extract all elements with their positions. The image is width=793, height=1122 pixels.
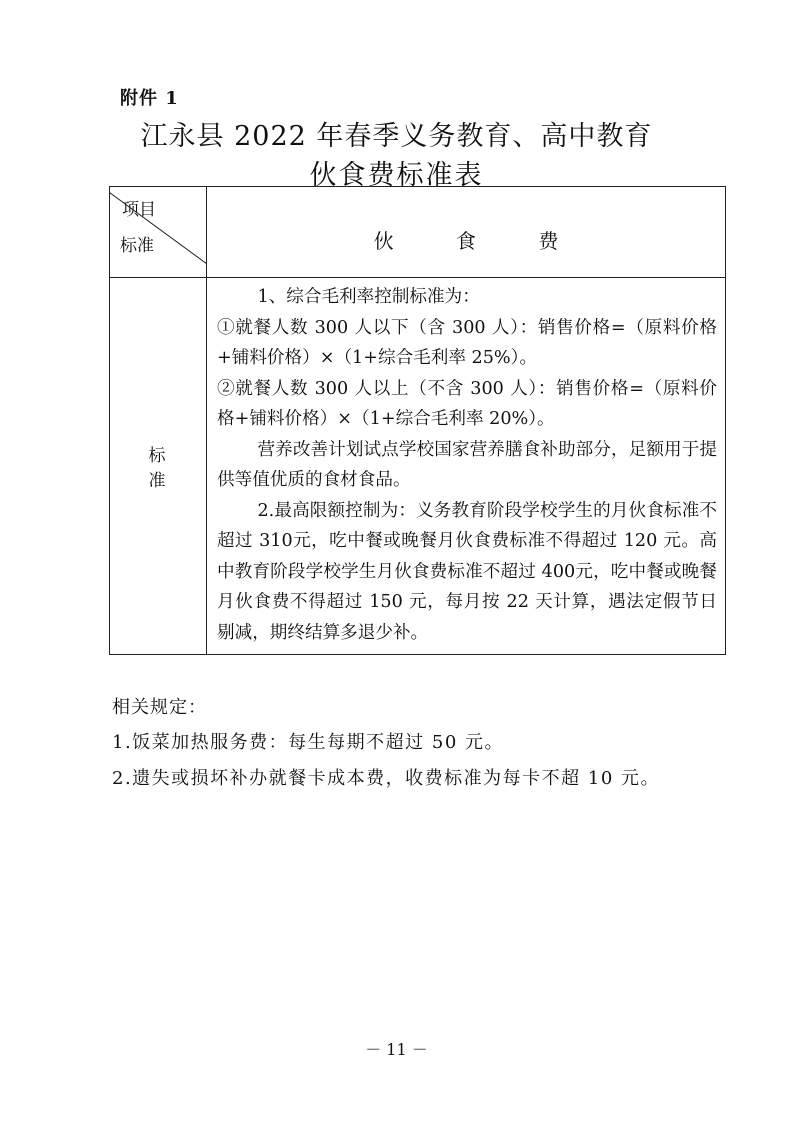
rule-item-card-replacement: 2.遗失或损坏补办就餐卡成本费，收费标准为每卡不超 10 元。 [112, 768, 661, 789]
table-header-row [110, 187, 726, 278]
standard-content-cell [207, 278, 726, 655]
attachment-label: 附件 1 [120, 88, 179, 109]
paragraph-over-300: ②就餐人数 300 人以上（不含 300 人）：销售价格=（原料价格+铺料价格）×（1+综合毛利率 20%）。 [217, 378, 717, 429]
paragraph-nutrition-subsidy: 营养改善计划试点学校国家营养膳食补助部分，足额用于提供等值优质的食材食品。 [217, 439, 717, 490]
paragraph-max-limit: 2.最高限额控制为：义务教育阶段学校学生的月伙食标准不超过 310元，吃中餐或晚餐月伙食费标准不得超过 120 元。高中教育阶段学校学生月伙食费标准不超过 400元，吃中餐或晚餐月伙食费不得超过 150 元，每月按 22 天计算，遇法定假节日剔减，期终结算多退少补。 [217, 500, 717, 643]
paragraph-gross-margin: 1、综合毛利率控制标准为： [257, 287, 480, 307]
fee-standard-table [109, 186, 726, 655]
header-project-label: 项目 [122, 200, 156, 220]
document-subtitle: 伙食费标准表 [309, 160, 484, 191]
header-standard-label: 标准 [120, 236, 154, 256]
header-fee-label: 伙 食 费 [207, 187, 726, 278]
row-standard-label: 标 准 [110, 278, 207, 655]
paragraph-under-300: ①就餐人数 300 人以下（含 300 人）：销售价格=（原料价格+铺料价格）×（1+综合毛利率 25%）。 [217, 317, 717, 368]
page-number: － 11 － [365, 1040, 428, 1059]
rules-title: 相关规定： [112, 697, 207, 718]
diagonal-header-cell [110, 187, 207, 278]
rule-item-heating-fee: 1.饭菜加热服务费：每生每期不超过 50 元。 [112, 732, 505, 753]
table-row [110, 278, 726, 655]
document-title: 江永县 2022 年春季义务教育、高中教育 [140, 121, 653, 152]
